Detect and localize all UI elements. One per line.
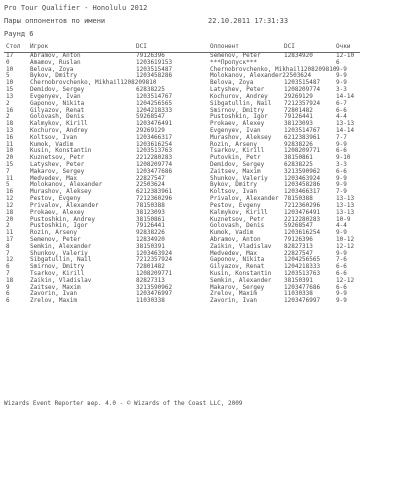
opponent-name: Makarov, Sergey — [210, 283, 265, 291]
opponent-dci: 78150388 — [284, 195, 313, 203]
player-name: Sibgatullin, Nail — [30, 256, 92, 264]
opponent-name: Evgenyev, Ivan — [210, 126, 261, 134]
points: 9-9 — [336, 72, 347, 80]
points: 10-12 — [336, 235, 355, 243]
points: 4-4 — [336, 222, 347, 230]
table-number: 12 — [6, 195, 14, 203]
player-dci: 82827313 — [136, 276, 165, 284]
opponent-name: Kuznetsov, Petr — [210, 215, 265, 223]
table-number: 11 — [6, 229, 14, 237]
opponent-name: Zaikin, Vladislav — [210, 242, 272, 250]
player-name: Privalov, Alexander — [30, 201, 99, 209]
opponent-dci: 1203463924 — [284, 174, 321, 182]
column-header-opponent-dci: DCI — [284, 43, 295, 50]
opponent-dci: 82827313 — [284, 242, 313, 250]
player-name: Kuznetsov, Petr — [30, 154, 85, 162]
opponent-dci: 2212280283 — [284, 215, 321, 223]
player-dci: 79126441 — [136, 222, 165, 230]
opponent-name: Semkin, Alexander — [210, 276, 272, 284]
opponent-name: Semenov, Peter — [210, 52, 261, 59]
points: 13-13 — [336, 201, 355, 209]
opponent-name: Putovkin, Petr — [210, 154, 261, 162]
player-name: Molokanov, Alexander — [30, 181, 103, 189]
player-name: Semenov, Peter — [30, 235, 81, 243]
points: 3-3 — [336, 86, 347, 94]
player-dci: 1203515487 — [136, 65, 173, 73]
table-number: 2 — [6, 222, 10, 230]
player-dci: 7212357924 — [136, 256, 173, 264]
player-dci: 22503624 — [136, 181, 165, 189]
table-number: 20 — [6, 154, 14, 162]
opponent-dci: 1203616254 — [284, 229, 321, 237]
player-name: Zrelov, Maxim — [30, 297, 77, 305]
opponent-name: Abramov, Anton — [210, 235, 261, 243]
player-name: Pestov, Evgeny — [30, 195, 81, 203]
table-number: 6 — [6, 297, 10, 305]
opponent-dci: 1203458286 — [284, 181, 321, 189]
column-header-opponent: Оппонент — [210, 43, 239, 50]
column-header-player: Игрок — [30, 43, 49, 50]
player-dci: 1203476997 — [136, 290, 173, 298]
opponent-name: Pustoshkin, Igor — [210, 113, 268, 121]
opponent-name: Medvedev, Max — [210, 249, 257, 257]
player-dci: 59268547 — [136, 113, 165, 121]
column-header-dci: DCI — [136, 43, 147, 50]
player-dci: 72801482 — [136, 263, 165, 271]
points: 6-6 — [336, 283, 347, 291]
opponent-dci: 1208209771 — [284, 147, 321, 155]
table-number: 17 — [6, 52, 14, 59]
opponent-name: Rozin, Arseny — [210, 140, 257, 148]
table-number: 7 — [6, 167, 10, 175]
table-number: 2 — [6, 99, 10, 107]
report-subtitle: Пары оппонентов по имени — [4, 17, 106, 25]
player-name: Prokaev, Alexey — [30, 208, 85, 216]
table-number: 16 — [6, 106, 14, 114]
player-dci: 79126396 — [136, 52, 165, 59]
table-number: 5 — [6, 181, 10, 189]
opponent-dci: 38150391 — [284, 276, 313, 284]
points: 6 — [336, 58, 340, 66]
player-name: Gaponov, Nikita — [30, 99, 85, 107]
points: 9-10 — [336, 154, 351, 162]
opponent-dci: 29269129 — [284, 92, 313, 100]
opponent-dci: 1203476997 — [284, 297, 321, 305]
points: 6-6 — [336, 270, 347, 277]
opponent-dci: 3213590962 — [284, 167, 321, 175]
player-name: Evgenyev, Ivan — [30, 92, 81, 100]
points: 6-6 — [336, 147, 347, 155]
table-number: 18 — [6, 276, 14, 284]
opponent-name: Gaponov, Nikita — [210, 256, 265, 264]
opponent-name: Chernobrovchenko, Mikhail1208209810 — [210, 65, 337, 73]
table-number: 8 — [6, 242, 10, 250]
player-name: Kumok, Vadim — [30, 140, 74, 148]
points: 9-9 — [336, 65, 347, 73]
player-name: Pustoshkin, Igor — [30, 222, 88, 230]
points: 14-14 — [336, 126, 355, 134]
points: 9-9 — [336, 290, 347, 298]
player-name: Belova, Zoya — [30, 65, 74, 73]
player-name: Makarov, Sergey — [30, 167, 85, 175]
points: 13-13 — [336, 208, 355, 216]
table-number: 20 — [6, 215, 14, 223]
player-dci: 38150391 — [136, 242, 165, 250]
player-name: Pustoshkin, Andrey — [30, 215, 96, 223]
opponent-dci: 7212357924 — [284, 99, 321, 107]
player-name: Kochurov, Andrey — [30, 126, 88, 134]
player-dci: 1208209774 — [136, 161, 173, 168]
opponent-dci: 62838225 — [284, 161, 313, 168]
opponent-dci: 1203515487 — [284, 79, 321, 87]
opponent-name: Privalov, Alexander — [210, 195, 279, 203]
player-name: Amamov, Ruslan — [30, 58, 81, 66]
player-dci: 29269129 — [136, 126, 165, 134]
player-dci: 1203458286 — [136, 72, 173, 80]
points: 9-9 — [336, 181, 347, 189]
points: 10-9 — [336, 215, 351, 223]
opponent-dci: 38123093 — [284, 120, 313, 128]
player-name: Bykov, Dmitry — [30, 72, 77, 80]
table-number: 16 — [6, 188, 14, 196]
table-number: 10 — [6, 65, 14, 73]
opponent-name: Zrelov, Maxim — [210, 290, 257, 298]
player-name: Medvedev, Max — [30, 174, 77, 182]
player-dci: 1208209771 — [136, 270, 173, 277]
points: 4-4 — [336, 113, 347, 121]
opponent-name: Sibgatullin, Nail — [210, 99, 272, 107]
table-number: 9 — [6, 283, 10, 291]
opponent-dci: 38150861 — [284, 154, 313, 162]
table-number: 15 — [6, 161, 14, 168]
points: 9-9 — [336, 140, 347, 148]
points: 6-7 — [336, 99, 347, 107]
opponent-name: Kusin, Konstantin — [210, 270, 272, 277]
table-number: 10 — [6, 147, 14, 155]
opponent-name: Golovash, Denis — [210, 222, 265, 230]
player-dci: 1203466317 — [136, 133, 173, 141]
player-dci: 22827547 — [136, 174, 165, 182]
player-dci: 38150861 — [136, 215, 165, 223]
opponent-name: Gilyazov, Renat — [210, 263, 265, 271]
player-dci: 6212383961 — [136, 188, 173, 196]
opponent-name: Koltsov, Ivan — [210, 188, 257, 196]
player-dci: 12834920 — [136, 235, 165, 243]
opponent-name: Kochurov, Andrey — [210, 92, 268, 100]
event-title: Pro Tour Qualifier - Honolulu 2012 — [4, 4, 148, 12]
player-dci: 11030338 — [136, 297, 165, 305]
opponent-name: Murashov, Aleksey — [210, 133, 272, 141]
footer-copyright: Wizards Event Reporter вер. 4.0 - © Wizards of the Coast LLC, 2009 — [4, 400, 243, 407]
table-number: 11 — [6, 174, 14, 182]
player-name: Smirnov, Dmitry — [30, 263, 85, 271]
points: 12-12 — [336, 276, 355, 284]
table-number: 13 — [6, 126, 14, 134]
points: 9-9 — [336, 297, 347, 305]
player-name: Semkin, Alexander — [30, 242, 92, 250]
opponent-dci: 1204256565 — [284, 256, 321, 264]
player-dci: 1203619153 — [136, 58, 173, 66]
table-number: 5 — [6, 72, 10, 80]
opponent-name: Prokaev, Alexey — [210, 120, 265, 128]
player-dci: 1203513763 — [136, 147, 173, 155]
points: 14-14 — [336, 92, 355, 100]
player-dci: 1203477686 — [136, 167, 173, 175]
opponent-dci: 92838226 — [284, 140, 313, 148]
table-number: 11 — [6, 140, 14, 148]
player-name: Zaikin, Vladislav — [30, 276, 92, 284]
player-dci: 1203514767 — [136, 92, 173, 100]
points: 6-6 — [336, 106, 347, 114]
opponent-name: Tsarkov, Kirill — [210, 147, 265, 155]
player-name: Gilyazov, Renat — [30, 106, 85, 114]
player-name: Zaitsev, Maxim — [30, 283, 81, 291]
table-number: 18 — [6, 208, 14, 216]
player-dci: 1203616254 — [136, 140, 173, 148]
opponent-dci: 1203513763 — [284, 270, 321, 277]
player-dci: 1204256565 — [136, 99, 173, 107]
opponent-dci: 12834920 — [284, 52, 313, 59]
points: 6-6 — [336, 263, 347, 271]
points: 12-12 — [336, 242, 355, 250]
table-number: 15 — [6, 86, 14, 94]
opponent-dci: 1204218333 — [284, 263, 321, 271]
player-name: Rozin, Arseny — [30, 229, 77, 237]
table-number: 12 — [6, 256, 14, 264]
player-name: Zavorin, Ivan — [30, 290, 77, 298]
opponent-name: Smirnov, Dmitry — [210, 106, 265, 114]
opponent-name: Belova, Zoya — [210, 79, 254, 87]
player-name: Shunkov, Valeriy — [30, 249, 88, 257]
opponent-name: Latyshev, Peter — [210, 86, 265, 94]
player-dci: 1203476491 — [136, 120, 173, 128]
opponent-name: Kumok, Vadim — [210, 229, 254, 237]
opponent-name: Demidov, Sergey — [210, 161, 265, 168]
player-name: Chernobrovchenko, Mikhail1208209810 — [30, 79, 157, 87]
opponent-dci: 59268547 — [284, 222, 313, 230]
opponent-dci: 79126396 — [284, 235, 313, 243]
opponent-name: Zaitsev, Maxim — [210, 167, 261, 175]
opponent-name: Shunkov, Valeriy — [210, 174, 268, 182]
table-number: 13 — [6, 92, 14, 100]
points: 12-10 — [336, 52, 355, 59]
table-number: 17 — [6, 235, 14, 243]
player-dci: 1204218333 — [136, 106, 173, 114]
table-number: 7 — [6, 270, 10, 277]
points: 9-9 — [336, 249, 347, 257]
table-row — [0, 298, 402, 305]
column-header-table: Стол — [6, 43, 21, 50]
points: 7-9 — [336, 188, 347, 196]
opponent-dci: 6212383961 — [284, 133, 321, 141]
points: 3-3 — [336, 161, 347, 168]
opponent-dci: 1203477686 — [284, 283, 321, 291]
player-dci: 78150388 — [136, 201, 165, 209]
opponent-dci: 1203514767 — [284, 126, 321, 134]
points: 9-9 — [336, 79, 347, 87]
table-number: 2 — [6, 113, 10, 121]
opponent-dci: 79126441 — [284, 113, 313, 121]
player-name: Koltsov, Ivan — [30, 133, 77, 141]
round-label: Раунд 6 — [4, 30, 34, 38]
player-name: Golovash, Denis — [30, 113, 85, 121]
points: 13-13 — [336, 120, 355, 128]
opponent-name: Molokanov, Alexander22503624 — [210, 72, 312, 80]
opponent-dci: 1203466317 — [284, 188, 321, 196]
opponent-name: Zavorin, Ivan — [210, 297, 257, 305]
opponent-dci: 1208209774 — [284, 86, 321, 94]
table-number: 7 — [6, 249, 10, 257]
pairings-table — [0, 53, 402, 305]
player-dci: 7212360296 — [136, 195, 173, 203]
player-name: Kusin, Konstantin — [30, 147, 92, 155]
table-number: 16 — [6, 133, 14, 141]
player-name: Demidov, Sergey — [30, 86, 85, 94]
player-name: Abramov, Anton — [30, 52, 81, 59]
player-dci: 38123093 — [136, 208, 165, 216]
table-number: 12 — [6, 201, 14, 209]
opponent-dci: 1203476491 — [284, 208, 321, 216]
table-number: 6 — [6, 263, 10, 271]
opponent-name: Kalmykov, Kirill — [210, 208, 268, 216]
opponent-name: ***Пропуск*** — [210, 58, 257, 66]
player-dci: 3213590962 — [136, 283, 173, 291]
opponent-dci: 7212360296 — [284, 201, 321, 209]
report-datetime: 22.10.2011 17:31:33 — [208, 17, 289, 25]
points: 6-6 — [336, 167, 347, 175]
player-dci: 92838226 — [136, 229, 165, 237]
opponent-name: Pestov, Evgeny — [210, 201, 261, 209]
table-number: 10 — [6, 79, 14, 87]
player-name: Tsarkov, Kirill — [30, 270, 85, 277]
table-number: 0 — [6, 58, 10, 66]
opponent-name: Bykov, Dmitry — [210, 181, 257, 189]
points: 7-7 — [336, 133, 347, 141]
opponent-dci: 11030338 — [284, 290, 313, 298]
opponent-dci: 22827547 — [284, 249, 313, 257]
player-name: Kalmykov, Kirill — [30, 120, 88, 128]
player-dci: 62838225 — [136, 86, 165, 94]
table-number: 18 — [6, 120, 14, 128]
table-number: 6 — [6, 290, 10, 298]
column-header-points: Очки — [336, 43, 351, 50]
points: 9-9 — [336, 174, 347, 182]
points: 13-13 — [336, 195, 355, 203]
player-name: Murashov, Aleksey — [30, 188, 92, 196]
points: 7-6 — [336, 256, 347, 264]
player-dci: 1203463924 — [136, 249, 173, 257]
player-dci: 2212280283 — [136, 154, 173, 162]
player-name: Latyshev, Peter — [30, 161, 85, 168]
points: 9-9 — [336, 229, 347, 237]
opponent-dci: 72801482 — [284, 106, 313, 114]
